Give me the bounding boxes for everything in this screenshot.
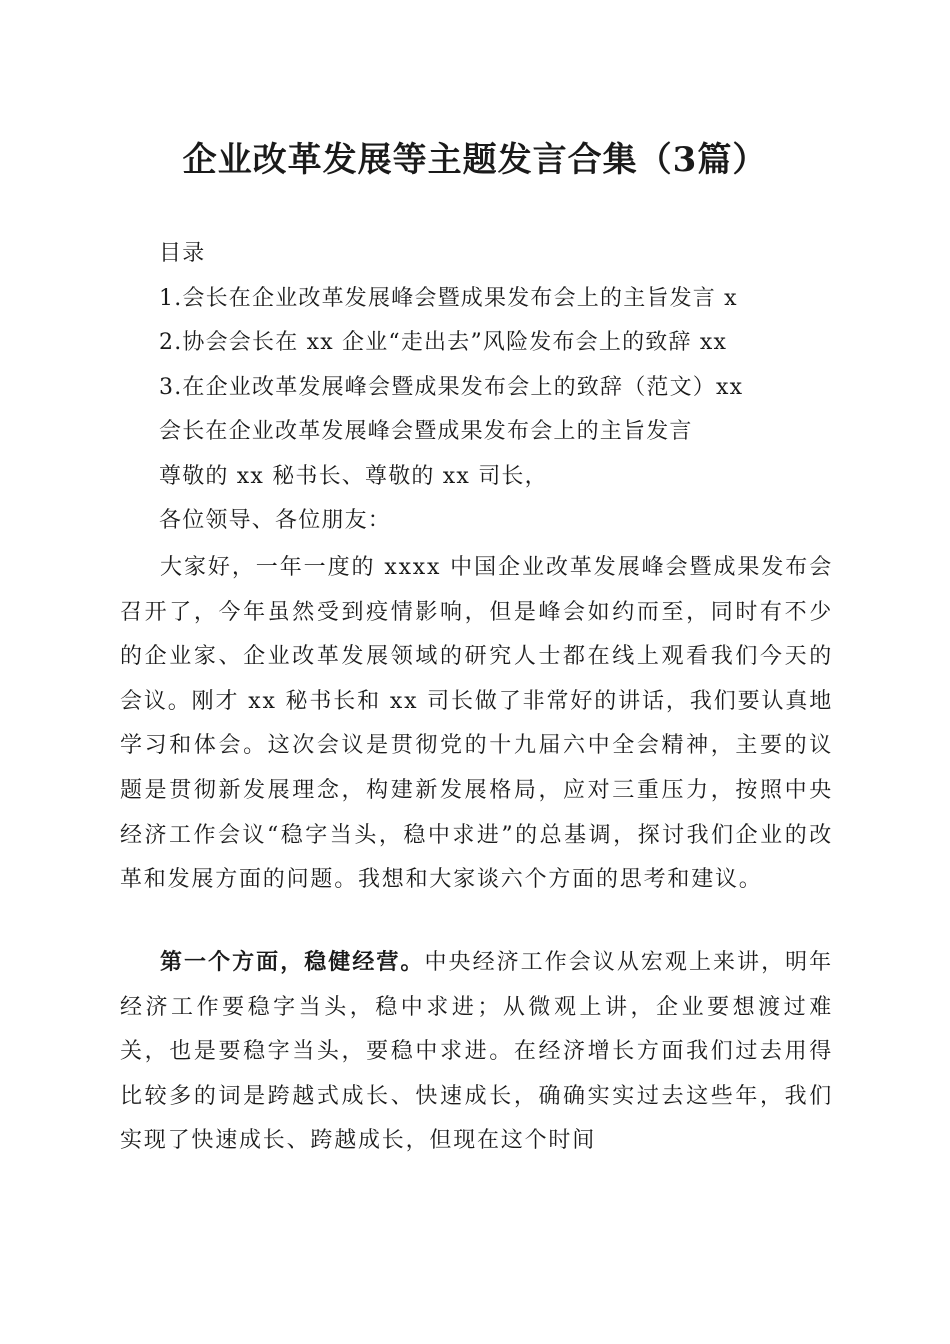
paragraph-2-body: 中央经济工作会议从宏观上来讲，明年经济工作要稳字当头，稳中求进；从微观上讲，企业要想渡过难关，也是要稳字当头，要稳中求进。在经济增长方面我们过去用得比较多的词是跨越式成长、快速成长，确确实实过去这些年，我们实现了快速成长、跨越成长，但现在这个时间: [120, 950, 833, 1154]
paragraph-2-lead: 第一个方面，稳健经营。: [160, 949, 425, 975]
speech-title: 会长在企业改革发展峰会暨成果发布会上的主旨发言: [159, 419, 693, 444]
toc-item-3: 3.在企业改革发展峰会暨成果发布会上的致辞（范文）xx: [159, 374, 744, 400]
toc-heading: 目录: [159, 241, 206, 266]
document-title: 企业改革发展等主题发言合集（3篇）: [182, 140, 768, 180]
toc-item-2: 2.协会会长在 xx 企业“走出去”风险发布会上的致辞 xx: [159, 330, 728, 355]
table-of-contents: [159, 232, 839, 544]
speech-paragraph-1: 大家好，一年一度的 xxxx 中国企业改革发展峰会暨成果发布会召开了，今年虽然受到疫情影响，但是峰会如约而至，同时有不少的企业家、企业改革发展领域的研究人士都在线上观看我们今天的会议。刚才 xx 秘书长和 xx 司长做了非常好的讲话，我们要认真地学习和体会。这次会议是贯彻党的十九届六中全会精神，主要的议题是贯彻新发展理念，构建新发展格局，应对三重压力，按照中央经济工作会议“稳字当头，稳中求进”的总基调，探讨我们企业的改革和发展方面的问题。我想和大家谈六个方面的思考和建议。: [120, 555, 833, 893]
toc-item-1: 1.会长在企业改革发展峰会暨成果发布会上的主旨发言 x: [159, 285, 738, 311]
speech-paragraph-2: [120, 940, 833, 1164]
salutation-line-2: 各位领导、各位朋友：: [159, 508, 392, 533]
salutation-line-1: 尊敬的 xx 秘书长、尊敬的 xx 司长，: [159, 463, 548, 489]
